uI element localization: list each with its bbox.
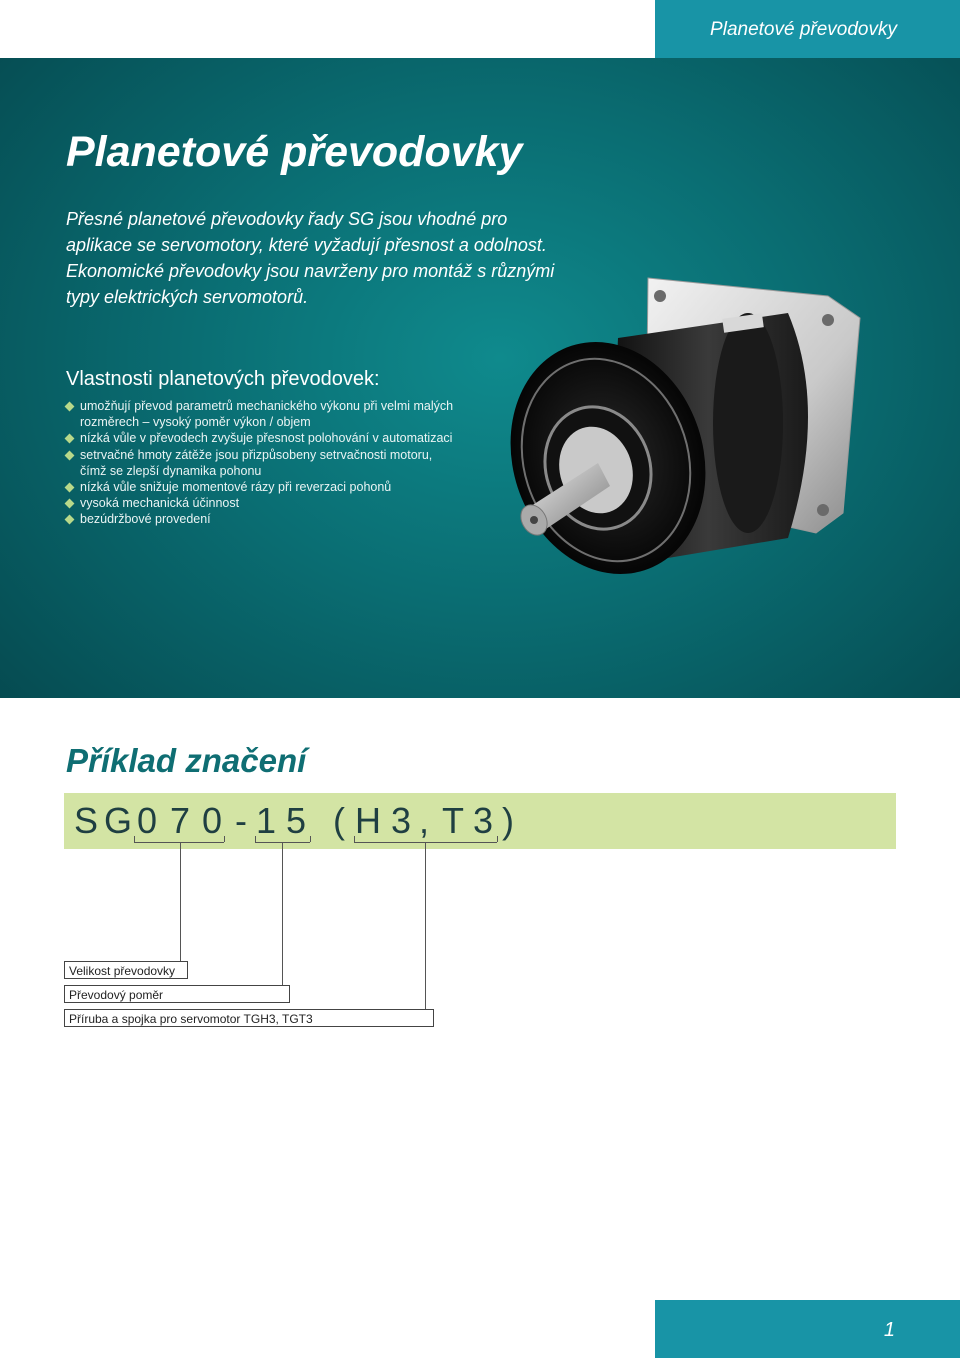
code-char: 0 [137,800,158,841]
size-label: Velikost převodovky [64,961,188,979]
diamond-bullet-icon [65,450,75,460]
code-char: , [419,800,430,841]
flange-leader-line [425,842,426,1009]
example-title: Příklad značení [66,742,307,779]
hero-section [0,58,960,698]
features-title: Vlastnosti planetových převodovek: [66,368,380,390]
code-char: 5 [286,800,307,841]
code-char: T [442,800,464,841]
bracket-tick [224,836,225,842]
ratio-label: Převodový poměr [64,985,290,1003]
ratio-leader-line [282,842,283,985]
code-char: G [104,800,133,841]
code-char: - [235,800,247,841]
bracket-tick [310,836,311,842]
size-leader-line [180,842,181,961]
diamond-bullet-icon [65,402,75,412]
feature-item: setrvačné hmoty zátěže jsou přizpůsobeny setrvačnosti motoru, čímž se zlepší dynamika pohonu [66,447,456,479]
feature-item: vysoká mechanická účinnost [66,495,456,511]
code-char: 7 [170,800,191,841]
diamond-bullet-icon [65,499,75,509]
flange-label: Příruba a spojka pro servomotor TGH3, TGT3 [64,1009,434,1027]
code-char: 3 [391,800,412,841]
diamond-bullet-icon [65,434,75,444]
code-char: ) [502,800,514,841]
bracket-tick [134,836,135,842]
code-char: ( [333,800,345,841]
code-char: 0 [202,800,223,841]
page-number: 1 [883,1319,895,1341]
code-char: 1 [256,800,277,841]
feature-item: nízká vůle snižuje momentové rázy při reverzaci pohonů [66,479,456,495]
bracket-tick [354,836,355,842]
size-bracket [134,842,224,843]
footer-tab [655,1300,960,1358]
hero-title: Planetové převodovky [66,128,523,176]
features-list [66,398,456,528]
code-char: 3 [473,800,494,841]
header-tab [655,0,960,58]
planetary-gearbox-image [498,258,898,588]
hero-intro: Přesné planetové převodovky řady SG jsou vhodné pro aplikace se servomotory, které vyžadují přesnost a odolnost. Ekonomické převodovky jsou navrženy pro montáž s různými typy elektrických servomotorů. [66,209,555,307]
bracket-tick [255,836,256,842]
code-char: H [355,800,381,841]
bracket-tick [497,836,498,842]
feature-item: bezúdržbové provedení [66,511,456,527]
feature-item: nízká vůle v převodech zvyšuje přesnost polohování v automatizaci [66,430,456,446]
feature-item: umožňují převod parametrů mechanického výkonu při velmi malých rozměrech – vysoký poměr výkon / objem [66,398,456,430]
diamond-bullet-icon [65,515,75,525]
diamond-bullet-icon [65,483,75,493]
header-tab-label: Planetové převodovky [710,19,897,40]
code-char: S [74,800,99,841]
